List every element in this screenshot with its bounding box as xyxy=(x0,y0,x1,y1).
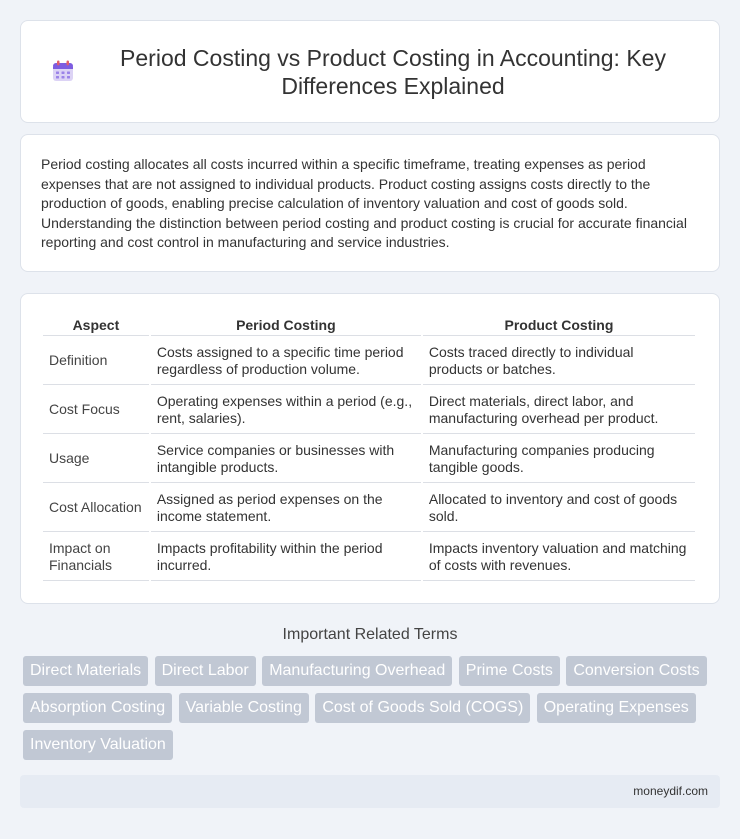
table-cell: Definition xyxy=(43,336,149,385)
table-row xyxy=(43,336,695,385)
table-row xyxy=(43,385,695,434)
tag-cost-of-goods-sold[interactable]: Cost of Goods Sold (COGS) xyxy=(315,693,530,723)
page-title: Period Costing vs Product Costing in Accounting: Key Differences Explained xyxy=(120,44,666,99)
tag-direct-materials[interactable]: Direct Materials xyxy=(23,656,148,686)
tag-operating-expenses[interactable]: Operating Expenses xyxy=(537,693,696,723)
table-cell: Service companies or businesses with intangible products. xyxy=(151,434,421,483)
comparison-card xyxy=(20,293,720,604)
footer-site[interactable]: moneydif.com xyxy=(633,784,708,798)
tag-variable-costing[interactable]: Variable Costing xyxy=(179,693,309,723)
column-header-period-costing: Period Costing xyxy=(151,314,421,336)
table-cell: Manufacturing companies producing tangible goods. xyxy=(423,434,695,483)
footer xyxy=(20,775,720,808)
table-row xyxy=(43,434,695,483)
tag-inventory-valuation[interactable]: Inventory Valuation xyxy=(23,730,173,760)
table-row xyxy=(43,532,695,581)
column-header-aspect: Aspect xyxy=(43,314,149,336)
table-cell: Allocated to inventory and cost of goods sold. xyxy=(423,483,695,532)
table-cell: Impact on Financials xyxy=(43,532,149,581)
table-header-row xyxy=(43,314,695,336)
related-terms-section xyxy=(20,624,720,767)
table-cell: Operating expenses within a period (e.g., rent, salaries). xyxy=(151,385,421,434)
tag-direct-labor[interactable]: Direct Labor xyxy=(155,656,256,686)
table-cell: Costs traced directly to individual products or batches. xyxy=(423,336,695,385)
table-cell: Cost Focus xyxy=(43,385,149,434)
intro-card xyxy=(20,134,720,272)
table-cell: Impacts profitability within the period incurred. xyxy=(151,532,421,581)
table-cell: Direct materials, direct labor, and manufacturing overhead per product. xyxy=(423,385,695,434)
table-cell: Assigned as period expenses on the income statement. xyxy=(151,483,421,532)
calendar-icon xyxy=(51,59,75,83)
comparison-table xyxy=(41,314,697,581)
related-terms-list xyxy=(23,656,721,767)
tag-manufacturing-overhead[interactable]: Manufacturing Overhead xyxy=(262,656,452,686)
column-header-product-costing: Product Costing xyxy=(423,314,695,336)
table-cell: Cost Allocation xyxy=(43,483,149,532)
table-cell: Impacts inventory valuation and matching of costs with revenues. xyxy=(423,532,695,581)
table-cell: Costs assigned to a specific time period regardless of production volume. xyxy=(151,336,421,385)
table-cell: Usage xyxy=(43,434,149,483)
title-card xyxy=(20,20,720,123)
tag-conversion-costs[interactable]: Conversion Costs xyxy=(566,656,706,686)
tag-absorption-costing[interactable]: Absorption Costing xyxy=(23,693,172,723)
intro-paragraph: Period costing allocates all costs incurred within a specific timeframe, treating expenses as period expenses that are not assigned to individual products. Product costing assigns costs directly to the production of goods, enabling precise calculation of inventory valuation and cost of goods sold. Understanding the distinction between period costing and product costing is crucial for accurate financial reporting and cost control in manufacturing and service industries. xyxy=(41,156,687,251)
table-row xyxy=(43,483,695,532)
related-terms-title: Important Related Terms xyxy=(282,626,458,643)
tag-prime-costs[interactable]: Prime Costs xyxy=(459,656,560,686)
